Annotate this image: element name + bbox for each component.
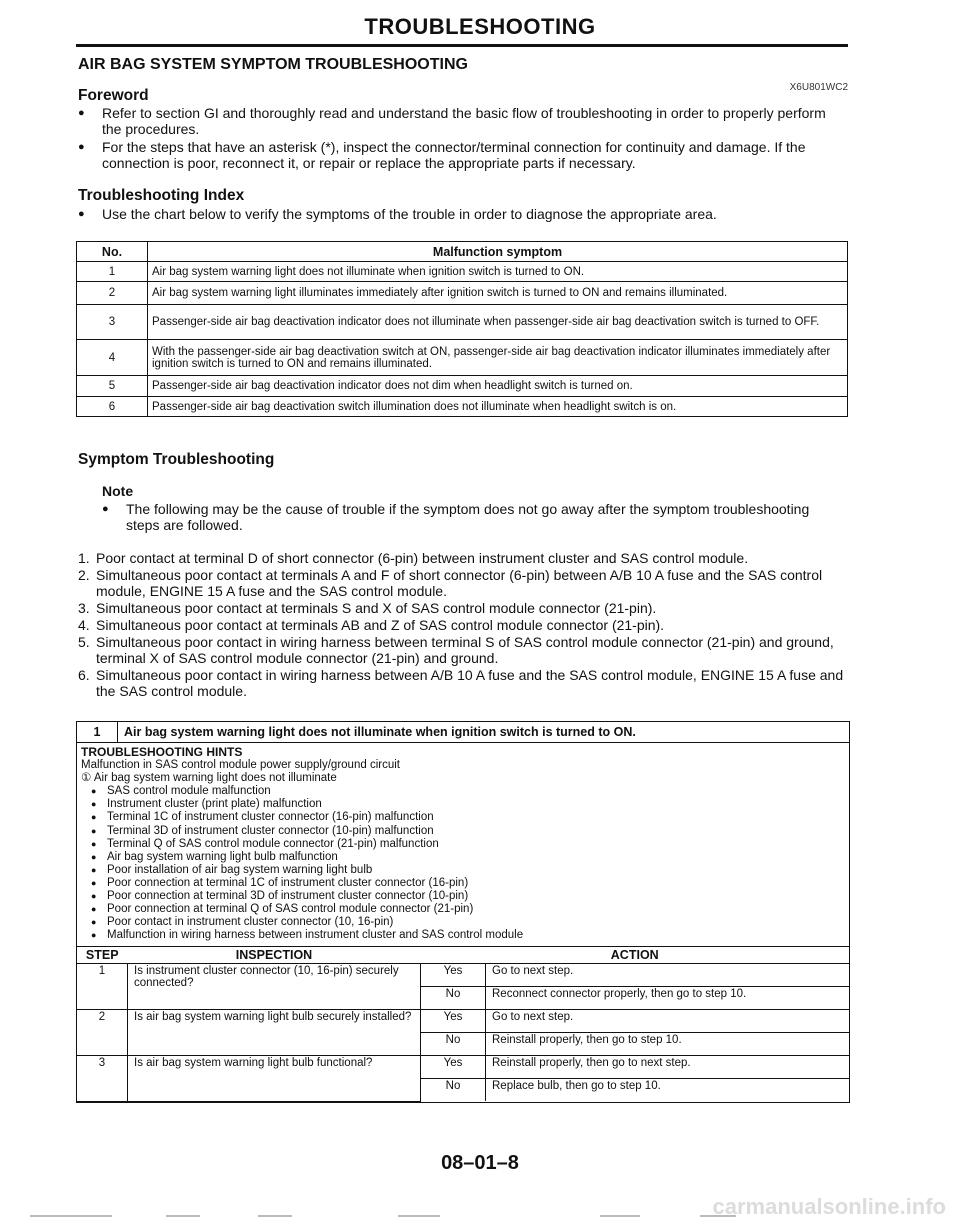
index-row-no: 4 <box>77 340 148 376</box>
cause-number: 2. <box>78 567 90 583</box>
index-row-symptom: Passenger-side air bag deactivation indicator does not dim when headlight switch is turned on. <box>148 376 848 397</box>
list-item <box>78 550 848 566</box>
col-inspection: INSPECTION <box>128 947 421 964</box>
yes-label: Yes <box>421 964 486 987</box>
list-item <box>78 617 848 633</box>
cause-number: 3. <box>78 600 90 616</box>
hint-bullet: ● Malfunction in wiring harness between instrument cluster and SAS control module <box>81 929 845 942</box>
list-item <box>78 567 848 599</box>
note-heading: Note <box>102 483 134 499</box>
header-rule <box>76 44 848 47</box>
index-row-no: 6 <box>77 397 148 417</box>
symptom-number: 1 <box>77 722 118 742</box>
list-item <box>78 667 848 699</box>
index-col-no: No. <box>77 242 148 262</box>
index-bullet: ● Use the chart below to verify the symptoms of the trouble in order to diagnose the appropriate area. <box>78 206 848 222</box>
index-row-symptom: Air bag system warning light does not illuminate when ignition switch is turned to ON. <box>148 262 848 282</box>
cause-text: Poor contact at terminal D of short connector (6-pin) between instrument cluster and SAS control module. <box>96 550 749 566</box>
yes-action: Go to next step. <box>486 1010 850 1033</box>
step-number: 1 <box>77 964 128 1010</box>
hint-bullet: ● Poor connection at terminal 1C of instrument cluster connector (16-pin) <box>81 877 845 890</box>
cause-list <box>78 550 848 700</box>
hints-heading: TROUBLESHOOTING HINTS <box>81 745 243 759</box>
table-row <box>77 1056 849 1079</box>
no-action: Reconnect connector properly, then go to step 10. <box>486 987 850 1010</box>
hint-bullet: ● Poor connection at terminal 3D of instrument cluster connector (10-pin) <box>81 890 845 903</box>
no-label: No <box>421 987 486 1010</box>
index-row-no: 1 <box>77 262 148 282</box>
index-row-symptom: Passenger-side air bag deactivation switch illumination does not illuminate when headlight switch is on. <box>148 397 848 417</box>
step-number: 2 <box>77 1010 128 1056</box>
col-action: ACTION <box>421 947 850 964</box>
hint-bullet: ● SAS control module malfunction <box>81 785 845 798</box>
yes-label: Yes <box>421 1056 486 1079</box>
hint-bullet: ● Poor connection at terminal Q of SAS control module connector (21-pin) <box>81 903 845 916</box>
table-row <box>77 1010 849 1033</box>
hint-bullet: ● Poor installation of air bag system warning light bulb <box>81 864 845 877</box>
foreword-bullet-2: ● For the steps that have an asterisk (*), inspect the connector/terminal connection for continuity and damage. If the connection is poor, reconnect it, or repair or replace the appropriate parts if necessary. <box>78 139 848 171</box>
hint-bullet: ● Poor contact in instrument cluster connector (10, 16-pin) <box>81 916 845 929</box>
hint-bullet: ● Air bag system warning light bulb malfunction <box>81 851 845 864</box>
index-row <box>77 262 848 282</box>
no-label: No <box>421 1079 486 1102</box>
section-title: AIR BAG SYSTEM SYMPTOM TROUBLESHOOTING <box>78 56 468 73</box>
step-number: 3 <box>77 1056 128 1102</box>
cause-text: Simultaneous poor contact in wiring harness between terminal S of SAS control module connector (21-pin) and ground, terminal X of SAS control module connector (21-pin) and ground. <box>96 634 834 666</box>
list-item <box>78 634 848 666</box>
step-inspection: Is instrument cluster connector (10, 16-pin) securely connected? <box>128 964 421 1010</box>
page-header-title: TROUBLESHOOTING <box>364 14 596 39</box>
cause-number: 1. <box>78 550 90 566</box>
index-row <box>77 282 848 305</box>
hint-line: Malfunction in SAS control module power supply/ground circuit <box>81 759 400 772</box>
foreword-bullet-1: ● Refer to section GI and thoroughly read and understand the basic flow of troubleshooting in order to properly perform the procedures. <box>78 105 848 137</box>
cause-text: Simultaneous poor contact in wiring harness between A/B 10 A fuse and the SAS control module, ENGINE 15 A fuse and the SAS control module. <box>96 667 844 699</box>
note-text: ● The following may be the cause of trouble if the symptom does not go away after the symptom troubleshooting steps are followed. <box>102 501 846 533</box>
no-action: Reinstall properly, then go to step 10. <box>486 1033 850 1056</box>
hint-line: ① Air bag system warning light does not illuminate <box>81 772 337 785</box>
cause-text: Simultaneous poor contact at terminals S and X of SAS control module connector (21-pin). <box>96 600 657 616</box>
step-inspection: Is air bag system warning light bulb functional? <box>128 1056 421 1102</box>
cause-number: 5. <box>78 634 90 650</box>
index-row <box>77 376 848 397</box>
no-label: No <box>421 1033 486 1056</box>
index-row-symptom: Air bag system warning light illuminates immediately after ignition switch is turned to ON and remains illuminated. <box>148 282 848 305</box>
step-inspection: Is air bag system warning light bulb securely installed? <box>128 1010 421 1056</box>
symptom-1-title-bar <box>77 722 849 743</box>
scan-artifact-lines <box>0 1212 960 1220</box>
yes-action: Go to next step. <box>486 964 850 987</box>
troubleshooting-hints <box>77 743 849 947</box>
page-number: 08–01–8 <box>441 1152 519 1174</box>
watermark: carmanualsonline.info <box>712 1194 946 1219</box>
index-row-symptom: Passenger-side air bag deactivation indicator does not illuminate when passenger-side air bag deactivation switch is turned to OFF. <box>148 305 848 340</box>
index-row-no: 2 <box>77 282 148 305</box>
hint-bullet: ● Instrument cluster (print plate) malfunction <box>81 798 845 811</box>
index-row-no: 5 <box>77 376 148 397</box>
cause-number: 6. <box>78 667 90 683</box>
cause-text: Simultaneous poor contact at terminals AB and Z of SAS control module connector (21-pin). <box>96 617 665 633</box>
index-row <box>77 397 848 417</box>
hint-bullet: ● Terminal 3D of instrument cluster connector (10-pin) malfunction <box>81 825 845 838</box>
index-row-symptom: With the passenger-side air bag deactivation switch at ON, passenger-side air bag deactivation indicator illuminates immediately after ignition switch is turned to ON and remains illuminated. <box>148 340 848 376</box>
cause-number: 4. <box>78 617 90 633</box>
index-row <box>77 340 848 376</box>
symptom-heading: Symptom Troubleshooting <box>78 451 275 468</box>
index-bullets <box>78 206 848 224</box>
document-code: X6U801WC2 <box>789 82 848 93</box>
cause-text: Simultaneous poor contact at terminals A and F of short connector (6-pin) between A/B 10 A fuse and the SAS control module, ENGINE 15 A fuse and the SAS control module. <box>96 567 823 599</box>
no-action: Replace bulb, then go to step 10. <box>486 1079 850 1102</box>
foreword-bullets <box>78 105 848 173</box>
hint-bullet: ● Terminal 1C of instrument cluster connector (16-pin) malfunction <box>81 811 845 824</box>
index-heading: Troubleshooting Index <box>78 187 245 204</box>
index-row <box>77 305 848 340</box>
index-row-no: 3 <box>77 305 148 340</box>
symptom-title: Air bag system warning light does not illuminate when ignition switch is turned to ON. <box>124 725 636 739</box>
table-row <box>77 964 849 987</box>
col-step: STEP <box>77 947 128 964</box>
yes-label: Yes <box>421 1010 486 1033</box>
index-col-symptom: Malfunction symptom <box>148 242 848 262</box>
hint-bullet: ● Terminal Q of SAS control module connector (21-pin) malfunction <box>81 838 845 851</box>
troubleshooting-index-table <box>76 241 848 417</box>
foreword-heading: Foreword <box>78 87 149 104</box>
yes-action: Reinstall properly, then go to next step. <box>486 1056 850 1079</box>
list-item <box>78 600 848 616</box>
symptom-1-box <box>76 721 850 1103</box>
inspection-steps-table <box>77 947 849 1102</box>
